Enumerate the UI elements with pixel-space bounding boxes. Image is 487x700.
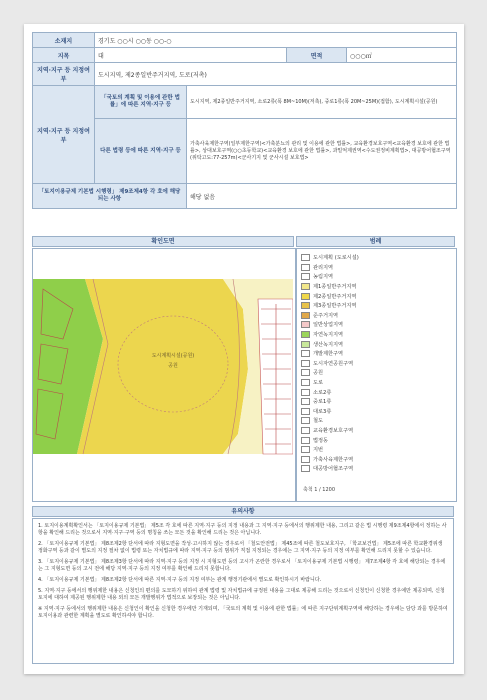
legend-label: 관리지역 [313,264,334,271]
legend-item [297,368,456,378]
notes-list [32,518,454,664]
legend-swatch [301,446,310,453]
legend-label: 개발제한구역 [313,351,344,358]
legend-item [297,426,456,436]
legend-swatch [301,293,310,300]
legend-item [297,301,456,311]
legend-swatch [301,369,310,376]
legend-label: 도시계획 (도로시설) [313,255,359,262]
legend-item [297,349,456,359]
zoning-value: 도시지역, 제2종일반주거지역, 도로(저촉) [95,63,457,86]
legend-item [297,253,456,263]
category-label: 지목 [33,48,95,63]
legend-swatch [301,254,310,261]
map-park-label: 도시계획시설(공원) [151,353,195,359]
legend-item [297,416,456,426]
legend-swatch [301,427,310,434]
legend-swatch [301,360,310,367]
urban-block-east [258,299,293,454]
legend-item [297,330,456,340]
legend-label: 도시자연공원구역 [313,360,354,367]
legend-item [297,435,456,445]
legend-item [297,263,456,273]
legend-swatch [301,283,310,290]
other-value: 가축사육제한구역(일부제한구역)<가축분뇨의 관리 및 이용에 관한 법률>, 교육환경보호구역<교육환경 보호에 관한 법률>, 상대보호구역(○○초등학교)<교육환경 보호에 관한 법률>, 과밀억제권역<수도권정비계획법>, 대공방어협조구역(위탁고도:77-257m)<군사기지 및 군사시설 보호법> [187,119,457,184]
legend-swatch [301,408,310,415]
category-value: 대 [95,48,287,63]
map-park-sublabel: 공원 [168,363,178,369]
legend-swatch [301,264,310,271]
legend-panel [296,248,457,502]
legend-swatch [301,312,310,319]
legend-swatch [301,341,310,348]
legend-label: 준주거지역 [313,312,339,319]
legend-label: 소로2류 [313,389,332,396]
legend-item [297,291,456,301]
legend-label: 공원 [313,370,324,377]
legend-item [297,378,456,388]
map-scale: 축척 1 / 1200 [303,487,336,493]
legend-item [297,454,456,464]
area-value: ○○○㎡ [347,48,457,63]
section-label: 「토지이용규제 기본법 시행령」 제9조제4항 각 호에 해당되는 사항 [33,184,187,209]
location-label: 소재지 [33,33,95,48]
legend-label: 법정동 [313,437,329,444]
zoning-map [33,249,293,499]
legend-label: 지번 [313,447,324,454]
section-value: 해당 없음 [187,184,457,209]
legend-label: 자연녹지지역 [313,332,344,339]
note-item: 2. 「토지이용규제 기본법」 제8조제2항 단서에 따라 지형도면을 작성·고시하지 않는 경우로서 「철도안전법」 제45조에 따른 철도보호지구, 「학교보건법」 제5조에 따른 학교환경위생 정화구역 등과 같이 별도의 지정 절차 없이 법령 또는 자치법규에 따라 지역·지구 등의 범위가 직접 지정되는 경우에는 그 지역·지구 등의 지정 여부를 확인해 드리지 못할 수 있습니다. [38,541,443,554]
legend-item [297,464,456,474]
legend-item [297,320,456,330]
legend-swatch [301,456,310,463]
legend-label: 가축사육제한구역 [313,456,354,463]
legend-list [297,249,456,474]
legend-label: 일반상업지역 [313,322,344,329]
legend-item [297,397,456,407]
note-item: 1. 토지이용계획확인서는 「토지이용규제 기본법」 제5조 각 호에 따른 지역·지구 등의 지정 내용과 그 지역·지구 등에서의 행위제한 내용, 그리고 같은 법 시행령 제9조제4항에서 정하는 사항을 확인해 드리는 것으로서 지역·지구·구역 등의 명칭을 쓰는 모든 것을 확인해 드리는 것은 아닙니다. [38,523,447,536]
legend-label: 중로1류 [313,399,332,406]
document-frame [32,32,456,666]
legend-item [297,445,456,455]
map-title: 확인도면 [32,236,294,247]
law-label: 「국토의 계획 및 이용에 관한 법률」에 따른 지역·지구 등 [95,86,187,119]
notes-title: 유의사항 [32,506,454,517]
legend-item [297,272,456,282]
legend-item [297,359,456,369]
note-item: ※ 지역·지구 등에서의 행위제한 내용은 신청인이 확인을 신청한 경우에만 기재되며, 「국토의 계획 및 이용에 관한 법률」에 따른 지구단위계획구역에 해당하는 경우에는 담당 과를 방문하여 토지이용과 관련한 계획을 별도로 확인하셔야 합니다. [38,606,448,619]
legend-swatch [301,350,310,357]
legend-label: 농림지역 [313,274,334,281]
legend-item [297,282,456,292]
location-value: 경기도 ○○시 ○○동 ○○-○ [95,33,457,48]
designation-group-label: 지역·지구 등 지정여부 [33,86,95,184]
other-label: 다른 법령 등에 따른 지역·지구 등 [95,119,187,184]
legend-label: 교육환경보호구역 [313,427,354,434]
legend-label: 제1종일반주거지역 [313,284,357,291]
legend-swatch [301,321,310,328]
map-section [32,236,456,504]
note-item: 5. 지역·지구 등에서의 행위제한 내용은 신청인의 편의를 도모하기 위하여 관계 법령 및 자치법규에 규정된 내용을 그대로 제공해 드리는 것으로서 신청인이 신청한 경우에만 제공되며, 신청 토지에 대하여 제공된 행위제한 내용 외의 모든 개발행위가 법적으로 보장되는 것은 아닙니다. [38,588,445,601]
zoning-label: 지역·지구 등 지정여부 [33,63,95,86]
legend-label: 대공방어협조구역 [313,466,354,473]
legend-label: 대로3류 [313,408,332,415]
note-item: 4. 「토지이용규제 기본법」 제8조제2항 단서에 따른 지역·지구 등의 지정 여부는 관계 행정기관에서 별도로 확인하시기 바랍니다. [38,577,322,583]
legend-swatch [301,437,310,444]
legend-swatch [301,379,310,386]
map-panel [32,248,296,502]
law-value: 도시지역, 제2종일반주거지역, 소로2류(폭 8M~10M)(저촉), 중로1류(폭 20M~25M)(접함), 도시계획시설(공원) [187,86,457,119]
legend-label: 도로 [313,380,324,387]
legend-swatch [301,465,310,472]
legend-swatch [301,389,310,396]
legend-swatch [301,331,310,338]
legend-swatch [301,302,310,309]
legend-item [297,387,456,397]
legend-swatch [301,273,310,280]
land-info-table [32,32,457,209]
legend-label: 제3종일반주거지역 [313,303,357,310]
legend-swatch [301,417,310,424]
legend-title: 범례 [296,236,455,247]
legend-swatch [301,398,310,405]
note-item: 3. 「토지이용규제 기본법」 제8조제3항 단서에 따라 지역·지구 등의 지정 시 지형도면 등의 고시가 곤란한 경우로서 「토지이용규제 기본법 시행령」 제7조제4항 각 호에 해당되는 경우에는 그 지형도면 등의 고시 전에 해당 지역·지구 등의 지정 여부를 확인해 드리지 못합니다. [38,559,446,572]
legend-label: 생산녹지지역 [313,341,344,348]
legend-label: 철도 [313,418,324,425]
legend-label: 제2종일반주거지역 [313,293,357,300]
legend-item [297,339,456,349]
notes-section [32,506,456,666]
legend-item [297,311,456,321]
document-page [24,24,464,674]
legend-item [297,407,456,417]
area-label: 면적 [287,48,347,63]
